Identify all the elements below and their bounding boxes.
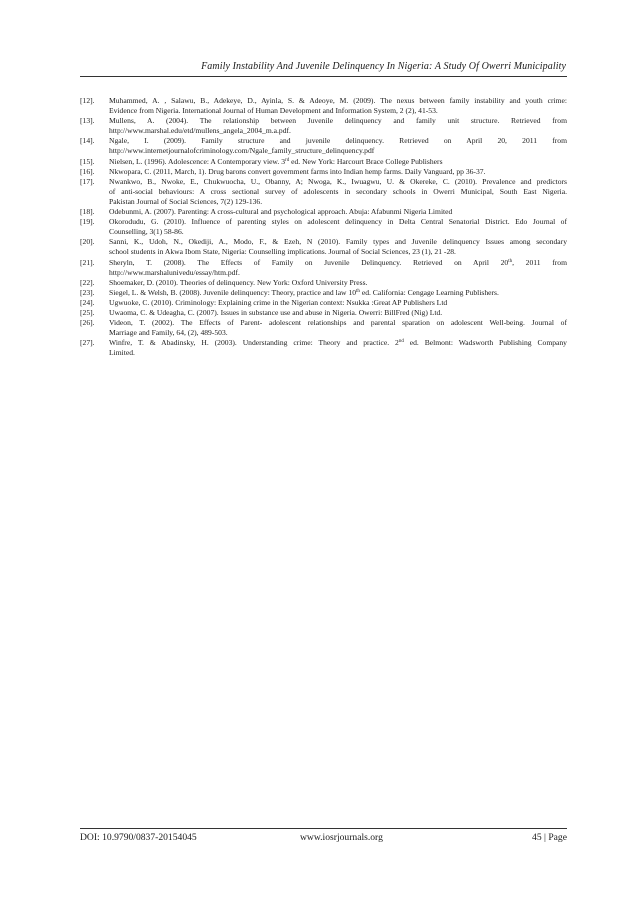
- reference-line: Pakistan Journal of Social Sciences, 7(2) 129-136.: [109, 196, 263, 206]
- reference-entry: [80, 217, 567, 237]
- reference-line: Winfre, T. & Abadinsky, H. (2003). Understanding crime: Theory and practice. 2nd ed. Belmont: Wadsworth Publishing Company: [109, 338, 567, 348]
- reference-number: [24].: [80, 297, 95, 307]
- reference-text: [109, 278, 567, 288]
- reference-line: school students in Akwa Ibom State, Nigeria: Counselling implications. Journal of Social Sciences, 23 (1), 21 -28.: [109, 247, 456, 257]
- reference-number: [13].: [80, 116, 95, 126]
- reference-number: [21].: [80, 257, 95, 267]
- reference-line: Marriage and Family, 64, (2), 489-503.: [109, 328, 228, 338]
- reference-line: Shoemaker, D. (2010). Theories of delinquency. New York: Oxford University Press.: [109, 277, 368, 287]
- reference-text: [109, 308, 567, 318]
- reference-number: [20].: [80, 237, 95, 247]
- reference-line: Sheryln, T. (2008). The Effects of Family on Juvenile Delinquency. Retrieved on April 20th, 2011 from: [109, 257, 567, 267]
- reference-text: [109, 338, 567, 358]
- reference-entry: [80, 237, 567, 257]
- reference-entry: [80, 167, 567, 177]
- reference-text: [109, 116, 567, 136]
- reference-text: [109, 136, 567, 156]
- reference-line: Okorodudu, G. (2010). Influence of parenting styles on adolescent delinquency in Delta Central Senatorial District. Edo Journal of: [109, 217, 567, 227]
- reference-line: Uwaoma, C. & Udeagha, C. (2007). Issues in substance use and abuse in Nigeria. Owerri: BillFred (Nig) Ltd.: [109, 307, 443, 317]
- reference-line: Limited.: [109, 348, 135, 358]
- page-footer: [80, 832, 567, 846]
- reference-line: Nwankwo, B., Nwoke, E., Chukwuocha, U., Obanny, A; Nwoga, K., Iwuagwu, U. & Okereke, C. (2010). Prevalence and predictors: [109, 176, 567, 186]
- footer-divider: [80, 828, 567, 829]
- footer-doi: DOI: 10.9790/0837-20154045: [80, 832, 197, 843]
- reference-line: http://www.marshal.edu/etd/mullens_angela_2004_m.a.pdf.: [109, 126, 291, 136]
- reference-text: [109, 177, 567, 207]
- reference-entry: [80, 318, 567, 338]
- reference-text: [109, 96, 567, 116]
- reference-entry: [80, 298, 567, 308]
- reference-entry: [80, 308, 567, 318]
- reference-text: [109, 258, 567, 278]
- reference-text: [109, 237, 567, 257]
- reference-entry: [80, 207, 567, 217]
- reference-line: Mullens, A. (2004). The relationship between Juvenile delinquency and family unit structure. Retrieved from: [109, 116, 567, 126]
- reference-number: [18].: [80, 207, 95, 217]
- reference-line: Evidence from Nigeria. International Journal of Human Development and Information System, 2 (2), 41-53.: [109, 106, 438, 116]
- reference-entry: [80, 258, 567, 278]
- reference-entry: [80, 157, 567, 167]
- reference-line: Siegel, L. & Welsh, B. (2008). Juvenile delinquency: Theory, practice and law 10th ed. California: Cengage Learning Publishers.: [109, 287, 499, 297]
- footer-journal-url: www.iosrjournals.org: [300, 832, 383, 843]
- reference-entry: [80, 96, 567, 116]
- reference-number: [23].: [80, 287, 95, 297]
- reference-number: [14].: [80, 136, 95, 146]
- reference-line: Nkwopara, C. (2011, March, 1). Drug barons convert government farms into Indian hemp farms. Daily Vanguard, pp 36-37.: [109, 166, 486, 176]
- reference-entry: [80, 177, 567, 207]
- reference-number: [25].: [80, 307, 95, 317]
- reference-entry: [80, 116, 567, 136]
- reference-number: [15].: [80, 156, 95, 166]
- reference-line: Nielsen, L. (1996). Adolescence: A Contemporary view. 3rd ed. New York: Harcourt Brace College Publishers: [109, 156, 443, 166]
- reference-line: Ugwuoke, C. (2010). Criminology: Explaining crime in the Nigerian context: Nsukka :Great AP Publishers Ltd: [109, 297, 448, 307]
- reference-entry: [80, 278, 567, 288]
- reference-list: [80, 96, 567, 358]
- reference-line: Sanni, K., Udoh, N., Okediji, A., Modo, F., & Ezeh, N (2010). Family types and Juvenile delinquency Issues among secondary: [109, 237, 567, 247]
- footer-page-number: 45 | Page: [532, 832, 567, 843]
- reference-number: [27].: [80, 338, 95, 348]
- reference-entry: [80, 288, 567, 298]
- reference-text: [109, 207, 567, 217]
- running-header: Family Instability And Juvenile Delinquency In Nigeria: A Study Of Owerri Municipality: [201, 61, 566, 72]
- reference-text: [109, 157, 567, 167]
- header-divider: [80, 76, 567, 77]
- reference-number: [16].: [80, 166, 95, 176]
- reference-number: [26].: [80, 318, 95, 328]
- reference-number: [22].: [80, 277, 95, 287]
- reference-number: [17].: [80, 176, 95, 186]
- reference-text: [109, 318, 567, 338]
- reference-entry: [80, 338, 567, 358]
- reference-line: Odebunmi, A. (2007). Parenting: A cross-cultural and psychological approach. Abuja: Afabunmi Nigeria Limited: [109, 207, 453, 217]
- reference-line: Ngale, I. (2009). Family structure and juvenile delinquency. Retrieved on April 20, 2011 from: [109, 136, 567, 146]
- reference-line: Videon, T. (2002). The Effects of Parent- adolescent relationships and parental sparation on adolescent Well-being. Journal of: [109, 318, 567, 328]
- reference-line: http://www.internetjournalofcriminology.com/Ngale_family_structure_delinquency.pdf: [109, 146, 375, 156]
- reference-line: Muhammed, A. , Salawu, B., Adekeye, D., Ayinla, S. & Adeoye, M. (2009). The nexus between family instability and youth crime:: [109, 96, 567, 105]
- reference-text: [109, 288, 567, 298]
- reference-text: [109, 167, 567, 177]
- reference-text: [109, 217, 567, 237]
- reference-number: [19].: [80, 217, 95, 227]
- reference-line: Counselling, 3(1) 58-86.: [109, 227, 184, 237]
- reference-number: [12].: [80, 96, 95, 105]
- reference-line: http://www.marshalunivedu/essay/htm.pdf.: [109, 267, 240, 277]
- reference-entry: [80, 136, 567, 156]
- reference-text: [109, 298, 567, 308]
- reference-line: of anti-social behaviours: A cross sectional survey of adolescents in secondary schools in Owerri Municipal, South East Nigeria.: [109, 186, 567, 196]
